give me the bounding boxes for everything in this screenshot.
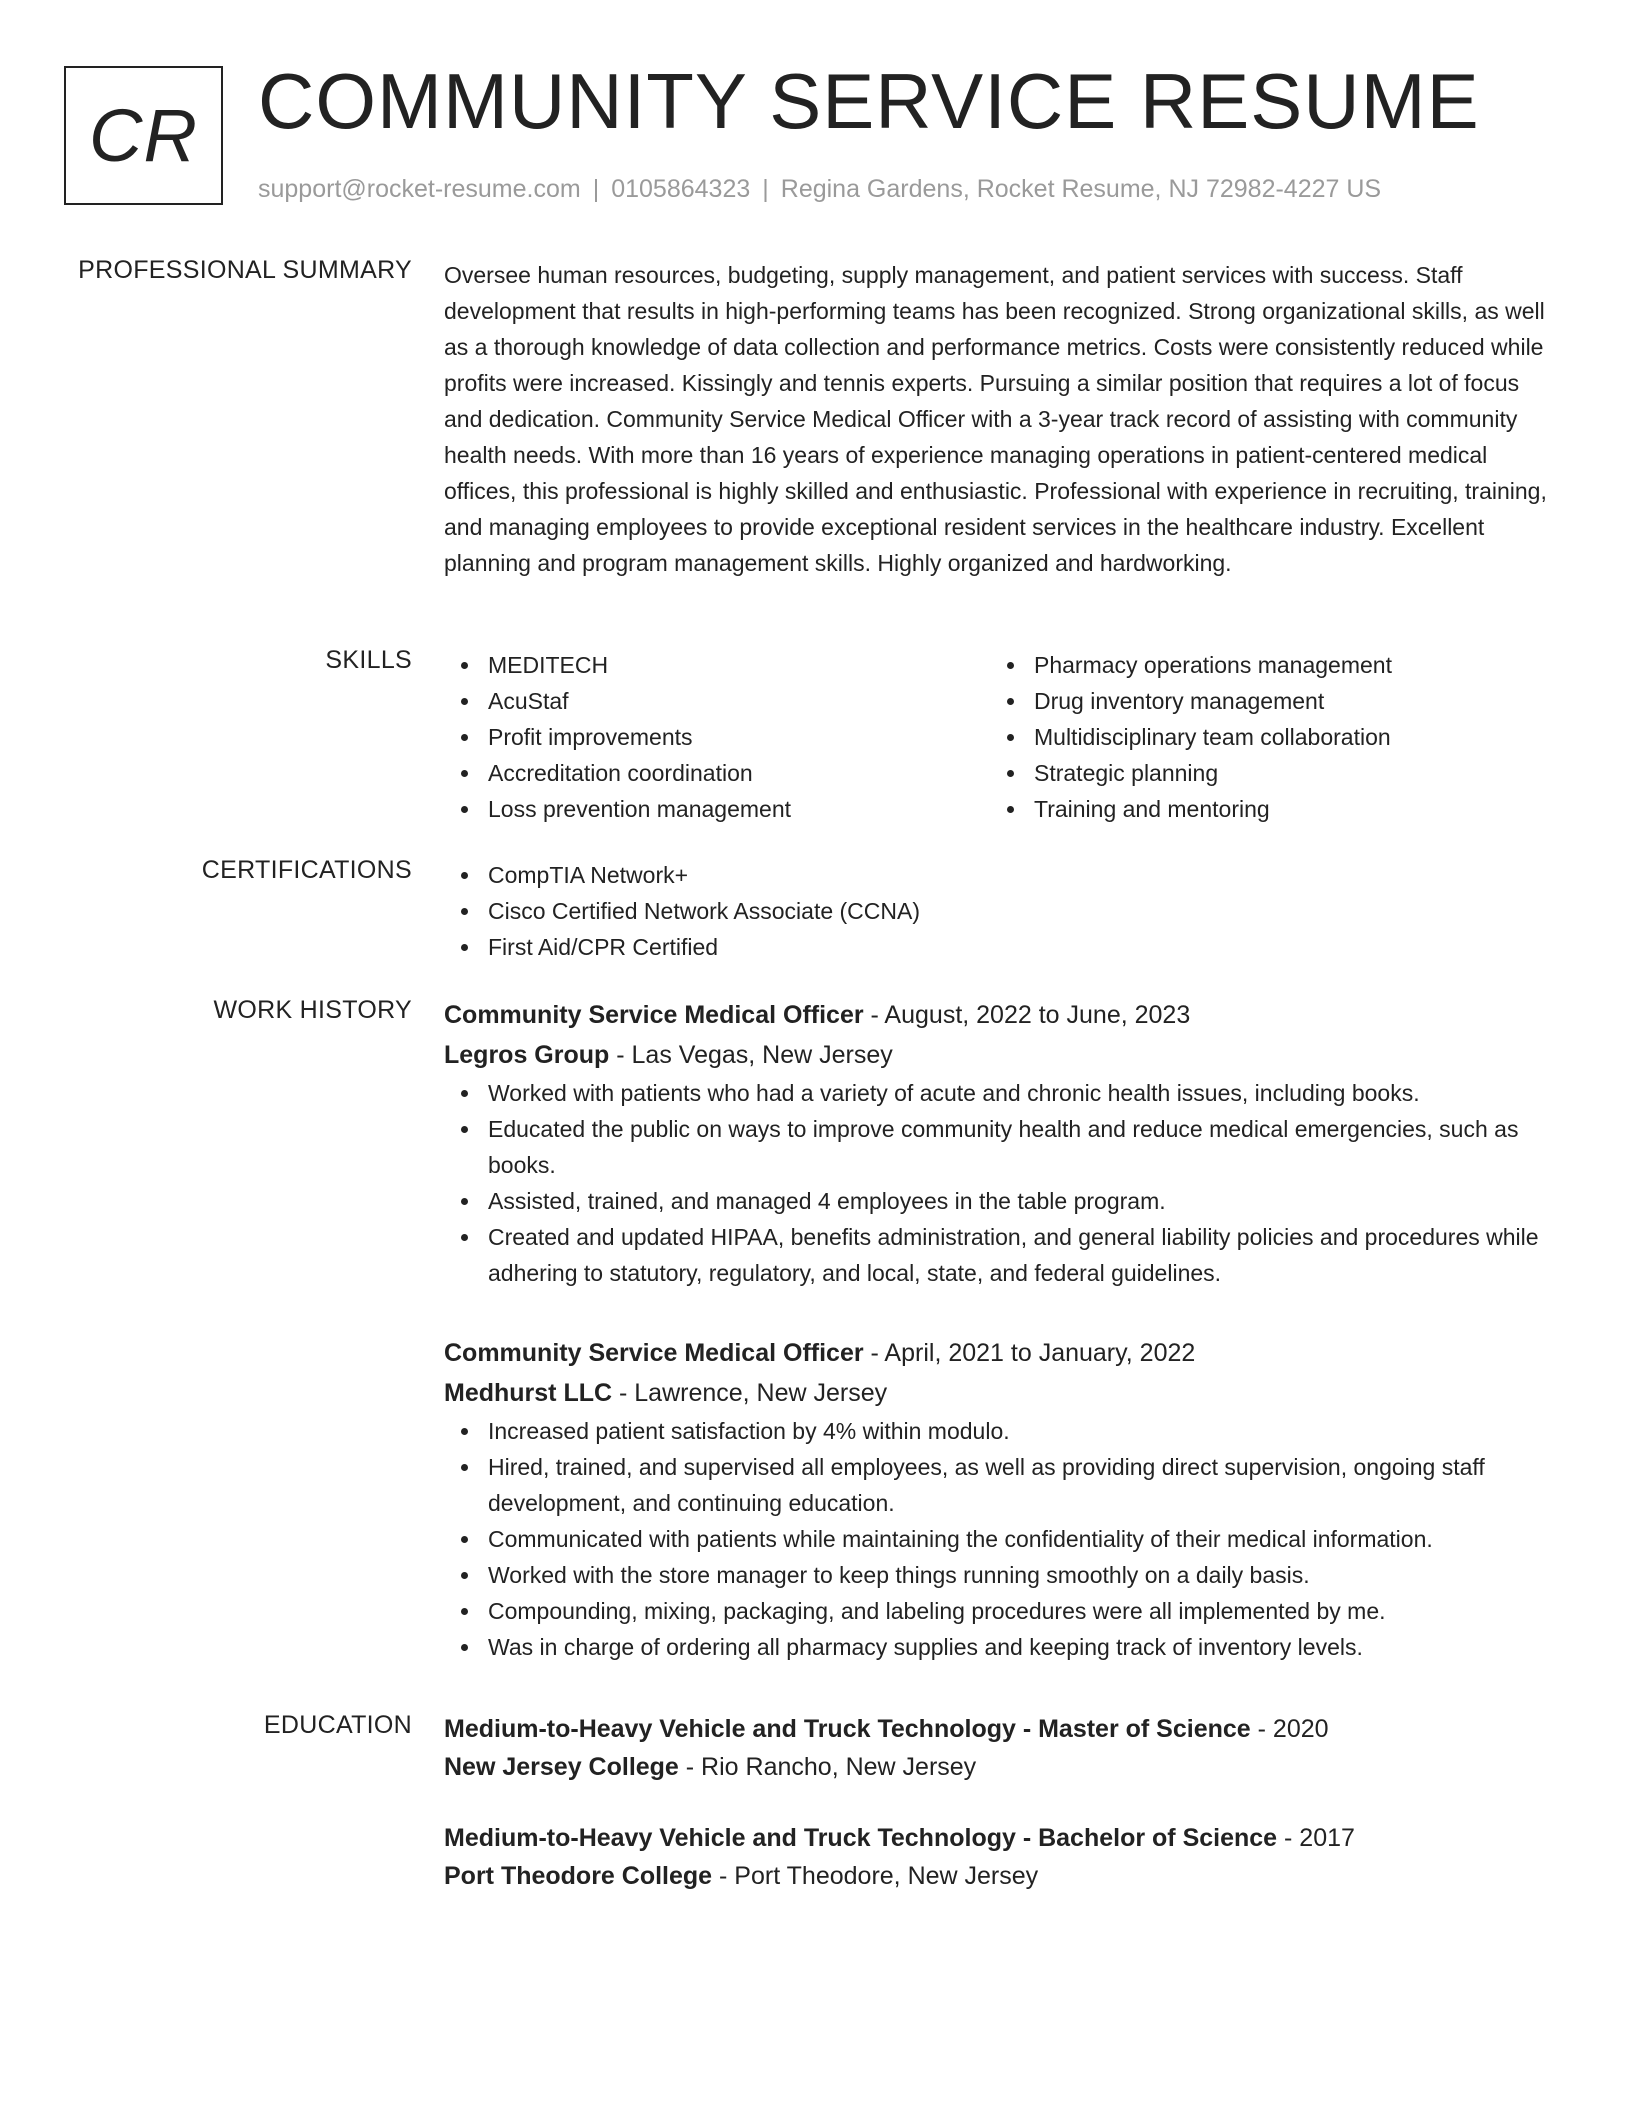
job-bullet: Was in charge of ordering all pharmacy supplies and keeping track of inventory levels.	[488, 1629, 1556, 1665]
skill-item: AcuStaf	[488, 683, 990, 719]
skill-item: Drug inventory management	[1034, 683, 1536, 719]
job-bullet: Created and updated HIPAA, benefits administration, and general liability policies and procedures while adhering to statutory, regulatory, and local, state, and federal guidelines.	[488, 1219, 1556, 1291]
skill-item: Accreditation coordination	[488, 755, 990, 791]
summary-body	[444, 257, 1556, 581]
skill-item: Loss prevention management	[488, 791, 990, 827]
education-body	[444, 1710, 1556, 1895]
job-location: - Las Vegas, New Jersey	[609, 1041, 893, 1069]
job-dates: - April, 2021 to January, 2022	[863, 1339, 1196, 1367]
job-bullets	[444, 1413, 1556, 1665]
education-entry	[444, 1819, 1556, 1895]
education-school-line	[444, 1857, 1556, 1895]
section-label-certifications: CERTIFICATIONS	[201, 856, 412, 884]
education-degree: Medium-to-Heavy Vehicle and Truck Technology - Bachelor of Science	[444, 1824, 1278, 1852]
education-school-line	[444, 1748, 1556, 1786]
work-history-body	[444, 995, 1556, 1665]
education-degree-line	[444, 1710, 1556, 1748]
education-degree-line	[444, 1819, 1556, 1857]
section-label-work-history: WORK HISTORY	[213, 996, 412, 1024]
job-location: - Lawrence, New Jersey	[612, 1379, 888, 1407]
contact-line	[258, 175, 1381, 204]
skill-item: MEDITECH	[488, 647, 990, 683]
education-year: - 2020	[1250, 1715, 1329, 1743]
job-entry	[444, 1333, 1556, 1665]
job-bullet: Worked with patients who had a variety of acute and chronic health issues, including books.	[488, 1075, 1556, 1111]
job-company: Legros Group	[444, 1041, 610, 1069]
section-label-education: EDUCATION	[263, 1711, 412, 1739]
contact-phone: 0105864323	[611, 175, 751, 203]
education-location: - Port Theodore, New Jersey	[712, 1862, 1039, 1890]
skill-item: Pharmacy operations management	[1034, 647, 1536, 683]
job-title-line	[444, 1333, 1556, 1373]
certification-item: Cisco Certified Network Associate (CCNA)	[488, 893, 1556, 929]
skill-item: Strategic planning	[1034, 755, 1536, 791]
education-degree: Medium-to-Heavy Vehicle and Truck Technology - Master of Science	[444, 1715, 1251, 1743]
education-school: New Jersey College	[444, 1753, 679, 1781]
contact-separator: |	[592, 175, 600, 203]
contact-separator: |	[762, 175, 769, 203]
job-title: Community Service Medical Officer	[444, 1339, 864, 1367]
skills-body	[444, 647, 1556, 827]
section-label-skills: SKILLS	[325, 646, 412, 674]
job-bullet: Increased patient satisfaction by 4% within modulo.	[488, 1413, 1556, 1449]
education-entry	[444, 1710, 1556, 1786]
page-title: COMMUNITY SERVICE RESUME	[258, 57, 1480, 145]
job-bullets	[444, 1075, 1556, 1291]
skill-item: Multidisciplinary team collaboration	[1034, 719, 1536, 755]
job-bullet: Assisted, trained, and managed 4 employees in the table program.	[488, 1183, 1556, 1219]
certification-item: CompTIA Network+	[488, 857, 1556, 893]
job-bullet: Worked with the store manager to keep things running smoothly on a daily basis.	[488, 1557, 1556, 1593]
job-bullet: Hired, trained, and supervised all employees, as well as providing direct supervision, ongoing staff development, and continuing education.	[488, 1449, 1556, 1521]
certification-item: First Aid/CPR Certified	[488, 929, 1556, 965]
job-bullet: Communicated with patients while maintaining the confidentiality of their medical information.	[488, 1521, 1556, 1557]
job-company-line	[444, 1035, 1556, 1075]
job-title-line	[444, 995, 1556, 1035]
section-label-summary: PROFESSIONAL SUMMARY	[78, 256, 412, 284]
skill-item: Training and mentoring	[1034, 791, 1536, 827]
job-bullet: Compounding, mixing, packaging, and labeling procedures were all implemented by me.	[488, 1593, 1556, 1629]
contact-email: support@rocket-resume.com	[258, 175, 581, 203]
education-location: - Rio Rancho, New Jersey	[678, 1753, 977, 1781]
job-bullet: Educated the public on ways to improve community health and reduce medical emergencies, such as books.	[488, 1111, 1556, 1183]
job-company-line	[444, 1373, 1556, 1413]
skills-column-right	[990, 647, 1536, 827]
contact-address: Regina Gardens, Rocket Resume, NJ 72982-4227 US	[780, 175, 1382, 203]
job-entry	[444, 995, 1556, 1291]
certifications-body	[444, 857, 1556, 965]
job-company: Medhurst LLC	[444, 1379, 613, 1407]
summary-text: Oversee human resources, budgeting, supply management, and patient services with success. Staff development that results in high-performing teams has been recognized. Strong organizational skills, as well as a thorough knowledge of data collection and performance metrics. Costs were consistently reduced while profits were increased. Kissingly and tennis experts. Pursuing a similar position that requires a lot of focus and dedication. Community Service Medical Officer with a 3-year track record of assisting with community health needs. With more than 16 years of experience managing operations in patient-centered medical offices, this professional is highly skilled and enthusiastic. Professional with experience in recruiting, training, and managing employees to provide exceptional resident services in the healthcare industry. Excellent planning and program management skills. Highly organized and hardworking.	[444, 262, 1547, 576]
skills-grid	[444, 647, 1556, 827]
education-year: - 2017	[1277, 1824, 1355, 1852]
education-school: Port Theodore College	[444, 1862, 713, 1890]
job-dates: - August, 2022 to June, 2023	[863, 1001, 1191, 1029]
skill-item: Profit improvements	[488, 719, 990, 755]
job-title: Community Service Medical Officer	[444, 1001, 864, 1029]
skills-column-left	[444, 647, 990, 827]
monogram-logo: CR	[64, 66, 223, 205]
